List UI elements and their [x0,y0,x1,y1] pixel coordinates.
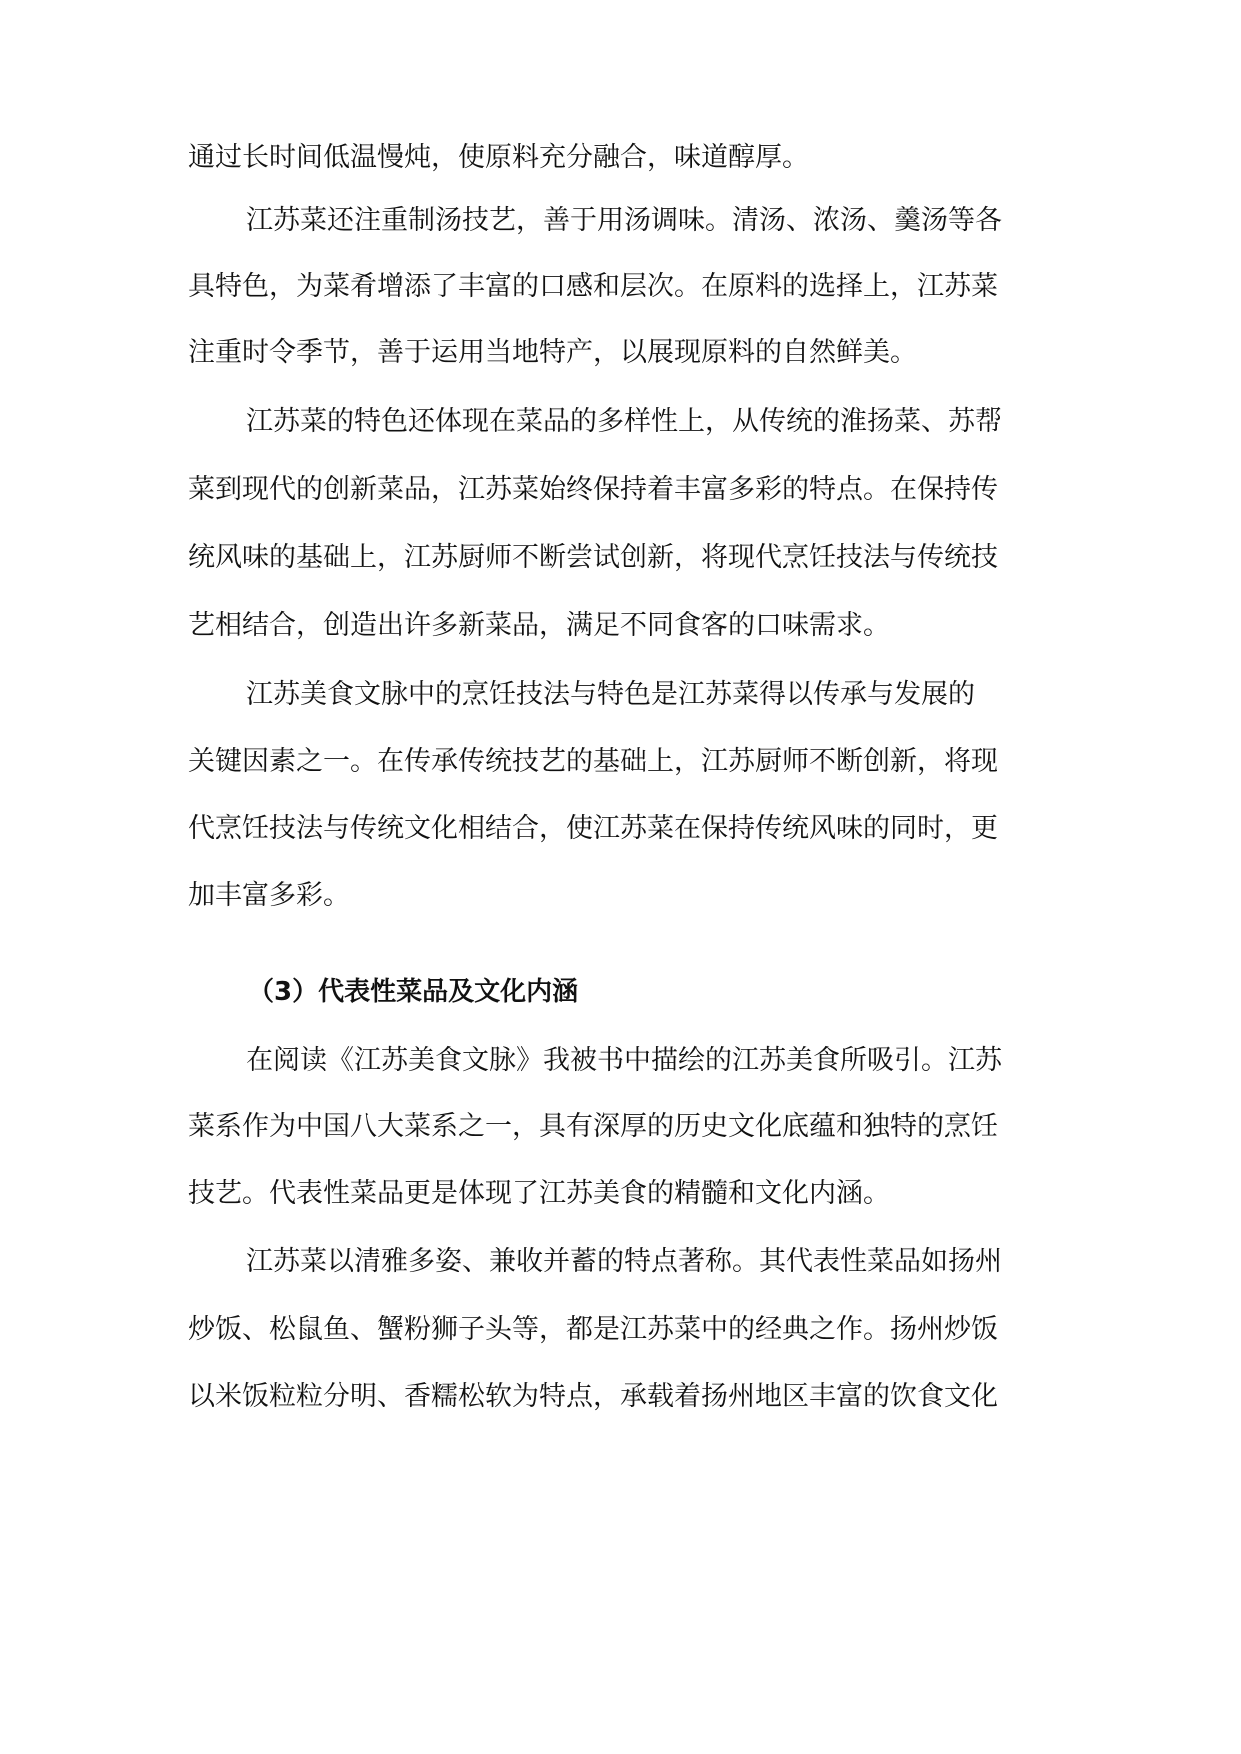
text-line: 加丰富多彩。 [188,880,350,911]
text-line: 以米饭粒粒分明、香糯松软为特点，承载着扬州地区丰富的饮食文化 [188,1381,998,1412]
text-line: 菜系作为中国八大菜系之一，具有深厚的历史文化底蕴和独特的烹饪 [188,1111,998,1142]
text-line: 技艺。代表性菜品更是体现了江苏美食的精髓和文化内涵。 [188,1178,890,1209]
section-heading: （3）代表性菜品及文化内涵 [248,977,579,1007]
text-line: 菜到现代的创新菜品，江苏菜始终保持着丰富多彩的特点。在保持传 [188,474,998,505]
text-line: 具特色，为菜肴增添了丰富的口感和层次。在原料的选择上，江苏菜 [188,271,998,302]
paragraph-first-line: 江苏美食文脉中的烹饪技法与特色是江苏菜得以传承与发展的 [246,679,975,710]
text-line: 代烹饪技法与传统文化相结合，使江苏菜在保持传统风味的同时，更 [188,813,998,844]
text-line: 统风味的基础上，江苏厨师不断尝试创新，将现代烹饪技法与传统技 [188,542,998,573]
paragraph-first-line: 江苏菜还注重制汤技艺，善于用汤调味。清汤、浓汤、羹汤等各 [246,205,1002,236]
text-line: 艺相结合，创造出许多新菜品，满足不同食客的口味需求。 [188,610,890,641]
text-line: 通过长时间低温慢炖，使原料充分融合，味道醇厚。 [188,142,809,173]
paragraph-first-line: 在阅读《江苏美食文脉》我被书中描绘的江苏美食所吸引。江苏 [246,1045,1002,1076]
text-line: 炒饭、松鼠鱼、蟹粉狮子头等，都是江苏菜中的经典之作。扬州炒饭 [188,1314,998,1345]
paragraph-first-line: 江苏菜以清雅多姿、兼收并蓄的特点著称。其代表性菜品如扬州 [246,1246,1002,1277]
text-line: 关键因素之一。在传承传统技艺的基础上，江苏厨师不断创新，将现 [188,746,998,777]
text-line: 注重时令季节，善于运用当地特产，以展现原料的自然鲜美。 [188,337,917,368]
paragraph-first-line: 江苏菜的特色还体现在菜品的多样性上，从传统的淮扬菜、苏帮 [246,406,1002,437]
